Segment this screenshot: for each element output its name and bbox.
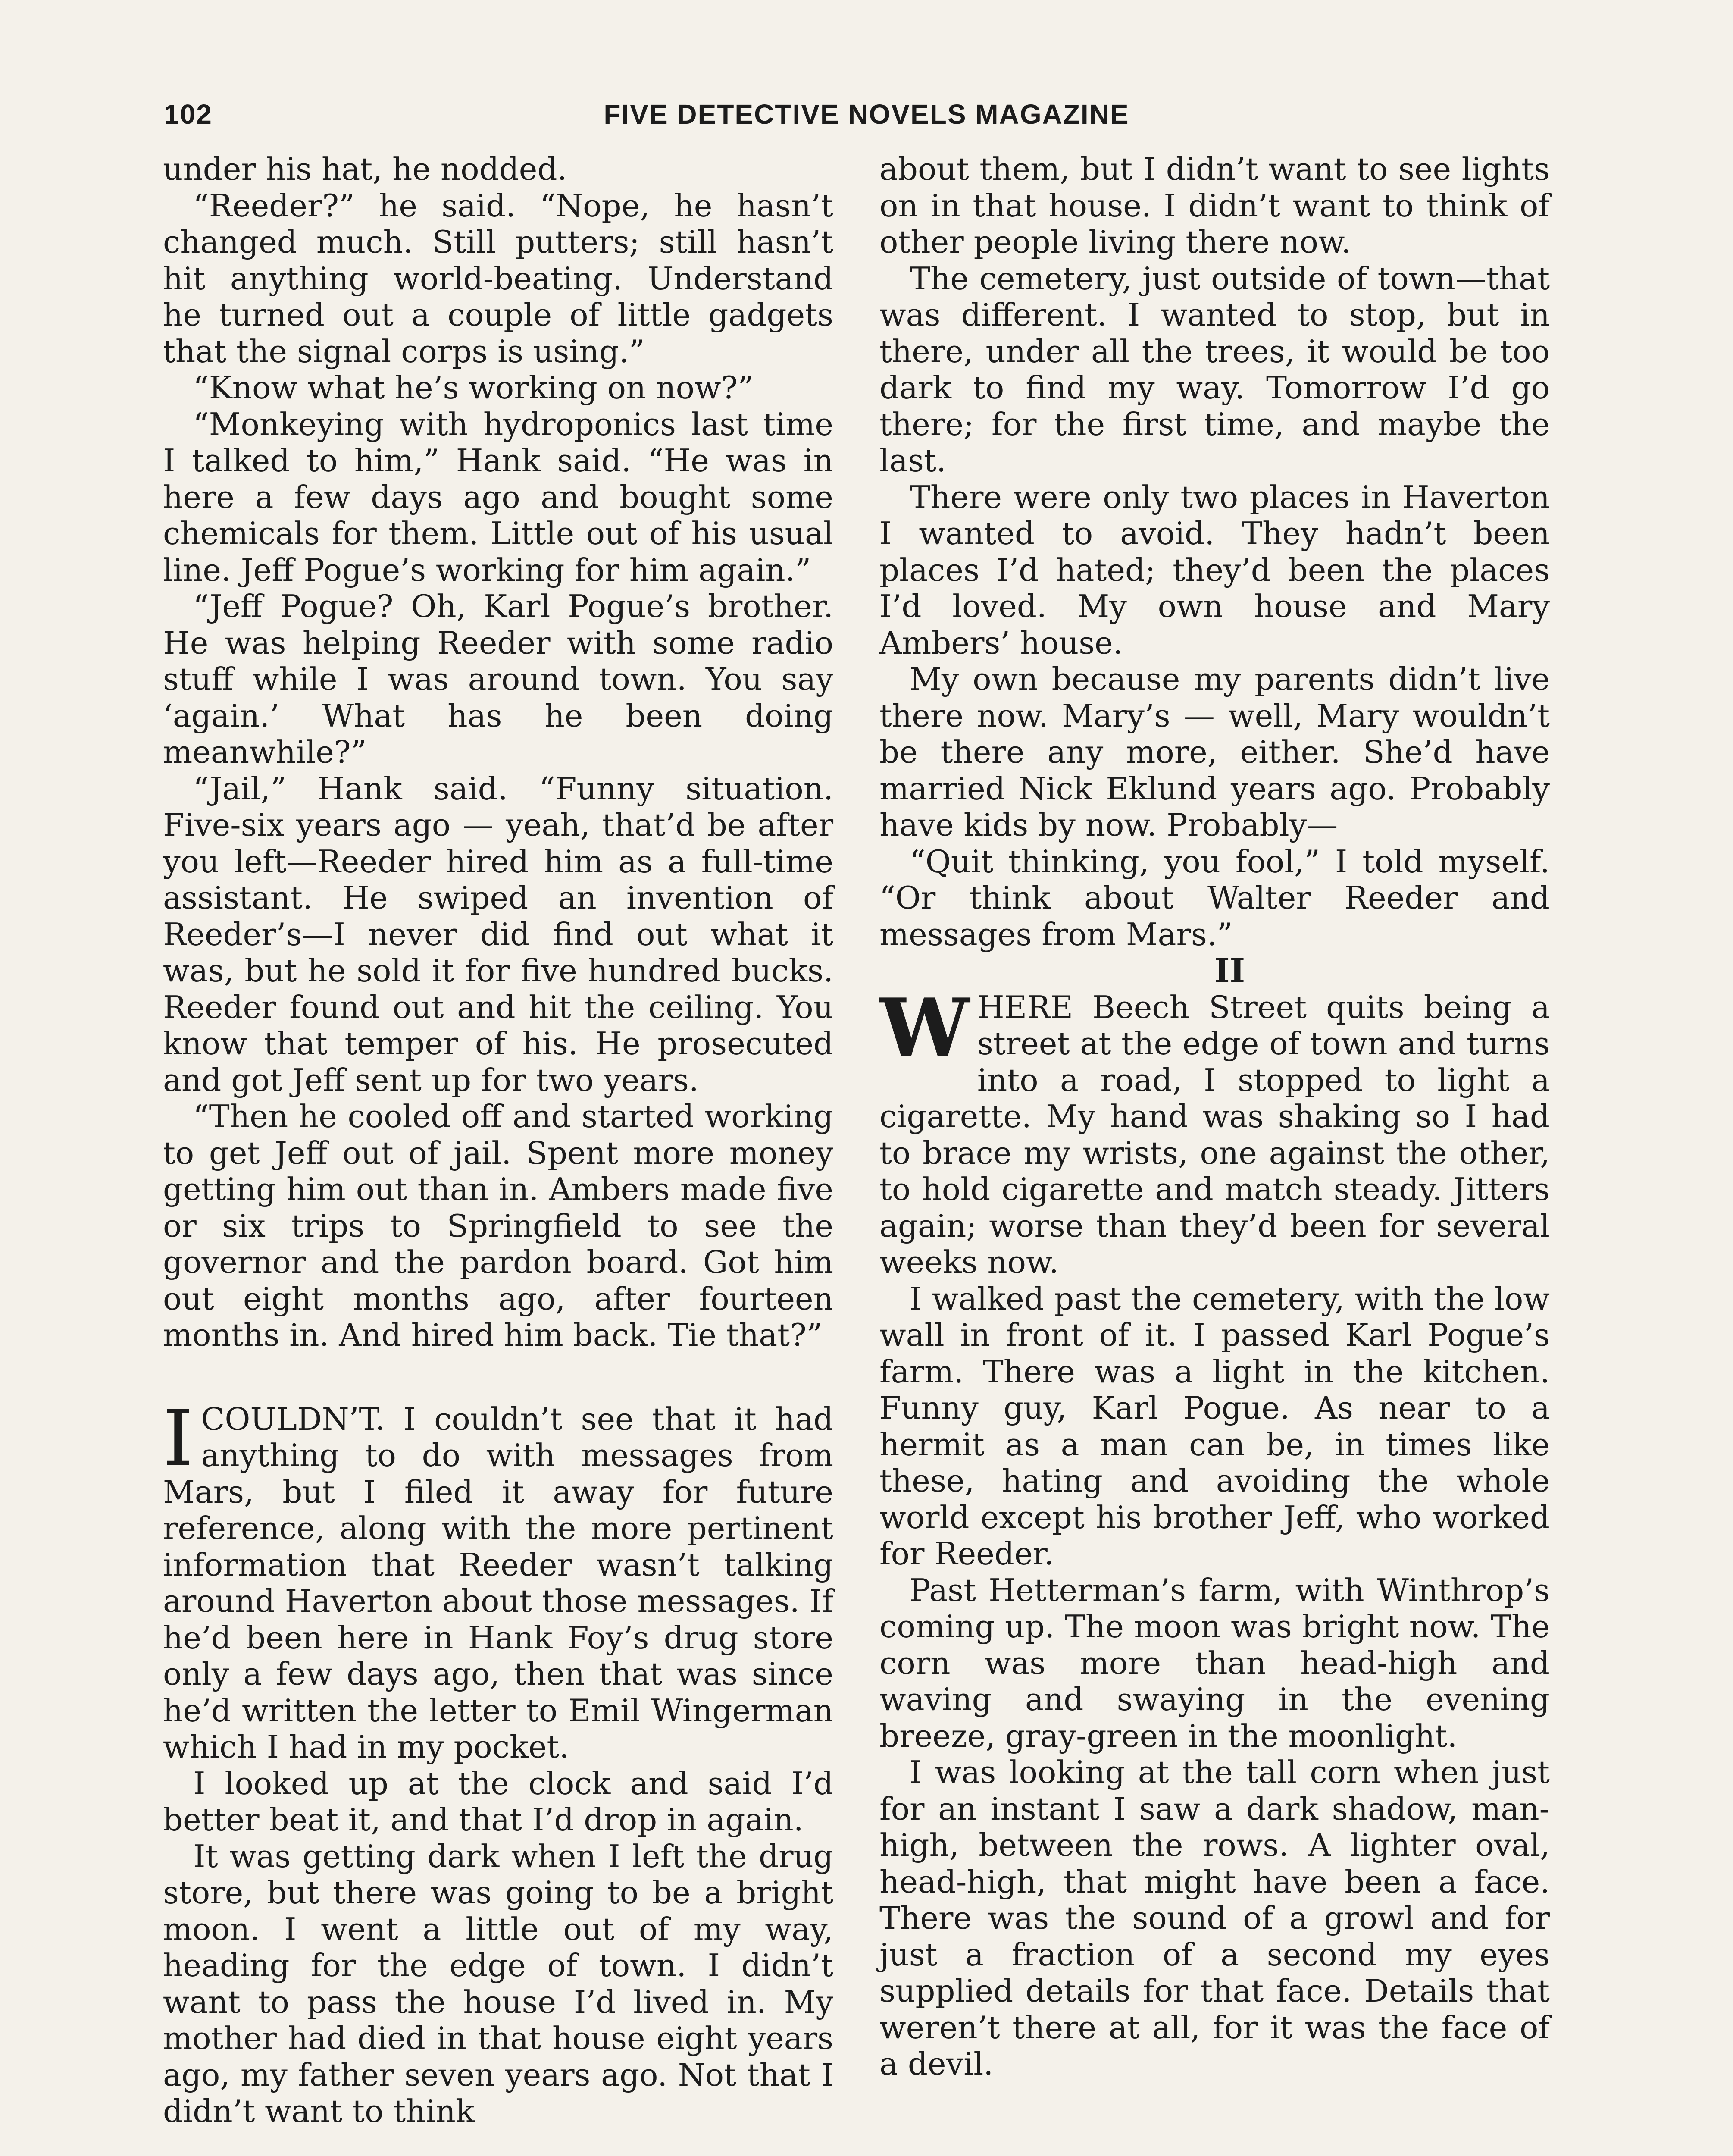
right-column	[879, 151, 1550, 2082]
paragraph: “Quit thinking, you fool,” I told myself. “Or think about Walter Reeder and messages from Mars.”	[879, 843, 1550, 953]
dropcap-paragraph	[163, 1393, 833, 1765]
paragraph: The cemetery, just outside of town—that was different. I wanted to stop, but in there, under all the trees, it would be too dark to find my way. Tomorrow I’d go there; for the first time, and maybe the last.	[879, 260, 1550, 479]
page-number: 102	[164, 99, 213, 130]
magazine-title: FIVE DETECTIVE NOVELS MAGAZINE	[604, 99, 1129, 130]
drop-cap: I	[163, 1393, 194, 1483]
chapter-number: II	[1214, 951, 1245, 990]
paragraph: under his hat, he nodded.	[163, 151, 567, 187]
drop-cap: W	[879, 980, 970, 1075]
paragraph: I looked up at the clock and said I’d better beat it, and that I’d drop in again.	[163, 1765, 833, 1838]
paragraph: “Know what he’s working on now?”	[193, 370, 754, 406]
paragraph: “Then he cooled off and started working to get Jeff out of jail. Spent more money getting him out than in. Ambers made five or six trips to Springfield to see the governor and the pardon board. Got him out eight months ago, after fourteen months in. And hired him back. Tie that?”	[163, 1098, 833, 1353]
paragraph: My own because my parents didn’t live there now. Mary’s — well, Mary wouldn’t be there any more, either. She’d have married Nick Eklund years ago. Probably have kids by now. Probably—	[879, 661, 1550, 843]
paragraph: There were only two places in Haverton I wanted to avoid. They hadn’t been places I’d hated; they’d been the places I’d loved. My own house and Mary Ambers’ house.	[879, 479, 1550, 661]
paragraph: “Reeder?” he said. “Nope, he hasn’t changed much. Still putters; still hasn’t hit anything world-beating. Understand he turned out a couple of little gadgets that the signal corps is using.”	[163, 187, 833, 370]
dropcap-paragraph-text: HERE Beech Street quits being a street at the edge of town and turns into a road, I stopped to light a cigarette. My hand was shaking so I had to brace my wrists, one against the other, to hold cigarette and match steady. Jitters again; worse than they’d been for several weeks now.	[879, 989, 1550, 1280]
paragraph: about them, but I didn’t want to see lights on in that house. I didn’t want to think of other people living there now.	[879, 151, 1550, 260]
paragraph: “Jeff Pogue? Oh, Karl Pogue’s brother. He was helping Reeder with some radio stuff while I was around town. You say ‘again.’ What has he been doing meanwhile?”	[163, 588, 833, 770]
paragraph: Past Hetterman’s farm, with Winthrop’s coming up. The moon was bright now. The corn was more than head-high and waving and swaying in the evening breeze, gray-green in the moonlight.	[879, 1572, 1550, 1754]
paragraph: “Monkeying with hydroponics last time I talked to him,” Hank said. “He was in here a few days ago and bought some chemicals for them. Little out of his usual line. Jeff Pogue’s working for him again.”	[163, 406, 833, 588]
dropcap-paragraph-text: COULDN’T. I couldn’t see that it had anything to do with messages from Mars, but I filed it away for future reference, along with the more pertinent information that Reeder wasn’t talking around Haverton about those messages. If he’d been here in Hank Foy’s drug store only a few days ago, then that was since he’d written the letter to Emil Wingerman which I had in my pocket.	[163, 1401, 833, 1765]
paragraph: It was getting dark when I left the drug store, but there was going to be a bright moon. I went a little out of my way, heading for the edge of town. I didn’t want to pass the house I’d lived in. My mother had died in that house eight years ago, my father seven years ago. Not that I didn’t want to think	[163, 1838, 833, 2129]
dropcap-paragraph	[879, 980, 1550, 1281]
section-break	[163, 1354, 833, 1401]
paragraph: I walked past the cemetery, with the low wall in front of it. I passed Karl Pogue’s farm. There was a light in the kitchen. Funny guy, Karl Pogue. As near to a hermit as a man can be, in times like these, hating and avoiding the whole world except his brother Jeff, who worked for Reeder.	[879, 1280, 1550, 1572]
running-header	[164, 98, 1569, 150]
paragraph: I was looking at the tall corn when just for an instant I saw a dark shadow, man-high, between the rows. A lighter oval, head-high, that might have been a face. There was the sound of a growl and for just a fraction of a second my eyes supplied details for that face. Details that weren’t there at all, for it was the face of a devil.	[879, 1754, 1550, 2082]
left-column	[163, 151, 833, 2130]
paragraph: “Jail,” Hank said. “Funny situation. Five-six years ago — yeah, that’d be after you left—Reeder hired him as a full-time assistant. He swiped an invention of Reeder’s—I never did find out what it was, but he sold it for five hundred bucks. Reeder found out and hit the ceiling. You know that temper of his. He prosecuted and got Jeff sent up for two years.	[163, 770, 833, 1098]
